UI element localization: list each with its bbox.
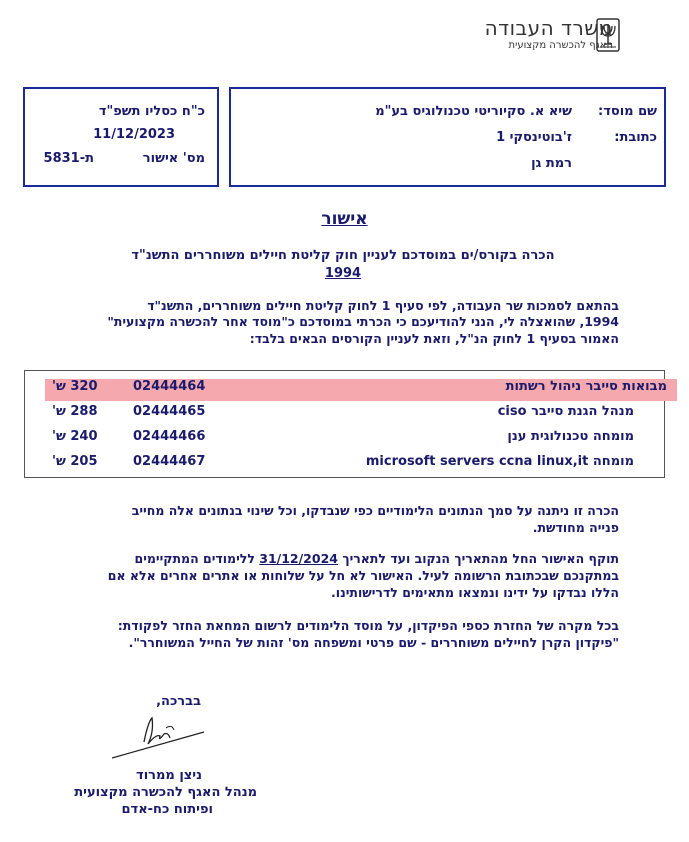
intro-line-3: האמור בסעיף 1 לחוק הנ"ל, וזאת לעניין הקורסים הבאים בלבד: (249, 331, 619, 346)
institution-box (229, 87, 666, 187)
signer-role-1: מנהל האגף להכשרה מקצועית (74, 785, 257, 800)
note-line-2: פנייה מחודשת. (532, 520, 619, 535)
course-price: 205 ש' (52, 454, 98, 469)
course-code: 02444467 (133, 454, 206, 469)
institution-name-value: שיא א. סקיוריטי טכנולוגיס בע"מ (375, 104, 572, 119)
table-row (25, 454, 664, 476)
validity-line-2: במתקנכם שבכתובת הרשומה לעיל. האישור לא חל על שלוחות או אתרים אחרים אלא אם (107, 568, 619, 583)
address-label: כתובת: (614, 130, 657, 145)
intro-line-2: 1994, שהואצלה לי, הנני להודיעכם כי הכרתי במוסדכם כ"מוסד אחר להכשרה מקצועית" (107, 314, 619, 329)
approval-number-label: מס' אישור (142, 151, 205, 166)
table-row (25, 429, 664, 451)
refund-line-1: בכל מקרה של החזרת כספי הפיקדון, על מוסד הלימודים לרשום המחאת החזר לפקודת: (117, 618, 619, 633)
intro-line-1: בהתאם לסמכות שר העבודה, לפי סעיף 1 לחוק קליטת חיילים משוחררים, התשנ"ד (147, 298, 619, 313)
page-title: אישור (321, 209, 368, 229)
hebrew-date: כ"ח כסליו תשפ"ד (98, 104, 205, 119)
division-name: האגף להכשרה מקצועית (508, 40, 613, 51)
address-line1: ז'בוטינסקי 1 (496, 130, 572, 145)
validity-line-3: הללו נבדקו על ידינו ונמצאו מתאימים לדרישותינו. (331, 585, 619, 600)
course-price: 288 ש' (52, 404, 98, 419)
course-price: 320 ש' (52, 379, 98, 394)
validity-prefix: תוקף האישור החל מהתאריך הנקוב ועד לתאריך (342, 551, 619, 566)
refund-line-2: "פיקדון הקרן לחיילים משוחררים - שם פרטי ומשפחה מס' זהות של החייל המשוחרר". (128, 635, 619, 650)
course-name: מומחה טכנולוגית ענן (507, 429, 634, 444)
greeting: בברכה, (156, 694, 201, 709)
signer-name: ניצן ממרוד (136, 768, 202, 783)
institution-name-label: שם מוסד: (598, 104, 657, 119)
address-line2: רמת גן (531, 156, 572, 171)
course-name: מנהל הגנת סייבר ciso (497, 404, 634, 419)
course-code: 02444465 (133, 404, 206, 419)
courses-table (24, 370, 665, 478)
ministry-name: משרד העבודה (484, 16, 613, 40)
handwritten-signature-icon (108, 712, 208, 764)
subtitle-year: 1994 (324, 266, 362, 281)
subtitle-line: הכרה בקורס/ים במוסדכם לעניין חוק קליטת חיילים משוחררים התשנ"ד (131, 248, 555, 263)
table-row (45, 379, 677, 401)
gregorian-date: 11/12/2023 (93, 127, 175, 142)
table-row (25, 404, 664, 426)
validity-line-1 (59, 551, 619, 567)
validity-date: 31/12/2024 (259, 551, 338, 566)
signer-role-2: ופיתוח כח-אדם (121, 802, 213, 817)
course-price: 240 ש' (52, 429, 98, 444)
approval-number: ת-5831 (43, 151, 94, 166)
subtitle (93, 247, 593, 283)
course-name: מומחה microsoft servers ccna linux,it (365, 454, 634, 469)
note-line-1: הכרה זו ניתנה על סמך הנתונים הלימודיים כפי שנבדקו, וכל שינוי בנתונים אלה מחייב (131, 503, 619, 518)
course-code: 02444464 (133, 379, 206, 394)
course-code: 02444466 (133, 429, 206, 444)
course-name: מבואות סייבר ניהול רשתות (505, 379, 667, 394)
validity-suffix: ללימודים המתקיימים (134, 551, 255, 566)
